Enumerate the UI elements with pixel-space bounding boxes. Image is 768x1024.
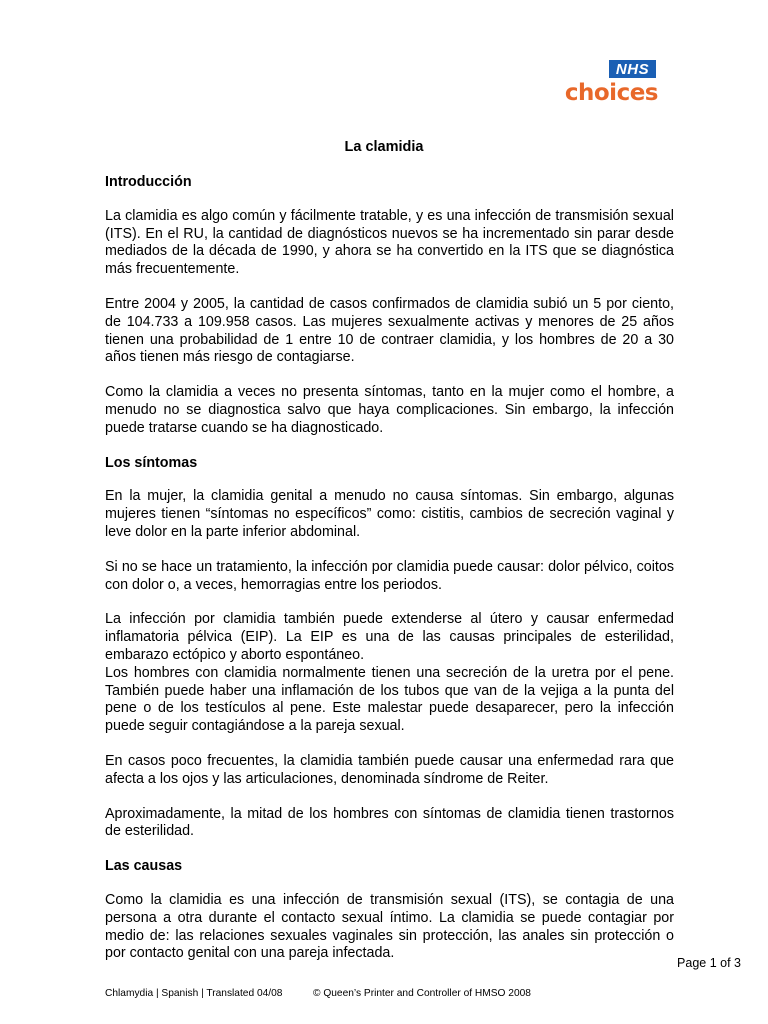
nhs-choices-logo — [548, 58, 668, 116]
paragraph: Si no se hace un tratamiento, la infección por clamidia puede causar: dolor pélvico, coitos con dolor o, a veces, hemorragias entre los periodos. — [105, 558, 674, 593]
footer-document-info: Chlamydia | Spanish | Translated 04/08 — [105, 988, 283, 999]
paragraph: En la mujer, la clamidia genital a menudo no causa síntomas. Sin embargo, algunas mujeres tienen “síntomas no específicos” como: cistitis, cambios de secreción vaginal y leve dolor en la parte inferior abdominal. — [105, 488, 674, 540]
nhs-logo-text: NHS — [615, 60, 650, 78]
page-number: Page 1 of 3 — [677, 956, 741, 970]
paragraph: Los hombres con clamidia normalmente tienen una secreción de la uretra por el pene. También puede haber una inflamación de los tubos que van de la vejiga a la punta del pene o de los testículos al pene. Este malestar puede desaparecer, pero la infección puede seguir contagiándose a la pareja sexual. — [105, 664, 674, 735]
paragraph: Como la clamidia a veces no presenta síntomas, tanto en la mujer como el hombre, a menudo no se diagnostica salvo que haya complicaciones. Sin embargo, la infección puede tratarse cuando se ha diagnosticado. — [105, 384, 674, 436]
section-heading-causes: Las causas — [105, 858, 183, 875]
paragraph: Entre 2004 y 2005, la cantidad de casos confirmados de clamidia subió un 5 por ciento, de 104.733 a 109.958 casos. Las mujeres sexualmente activas y menores de 25 años tienen una probabilidad de 1 entre 10 de contraer clamidia, y los hombres de 20 a 30 años tienen más riesgo de contagiarse. — [105, 295, 674, 366]
paragraph: Como la clamidia es una infección de transmisión sexual (ITS), se contagia de una persona a otra durante el contacto sexual íntimo. La clamidia se puede contagiar por medio de: las relaciones sexuales vaginales sin protección, las anales sin protección o por contacto genital con una pareja infectada. — [105, 891, 674, 962]
paragraph: La clamidia es algo común y fácilmente tratable, y es una infección de transmisión sexual (ITS). En el RU, la cantidad de diagnósticos nuevos se ha incrementado sin parar desde mediados de la década de 1990, y ahora se ha convertido en la ITS que se diagnóstica más frecuentemente. — [105, 207, 674, 278]
document-title: La clamidia — [344, 139, 424, 155]
section-heading-intro: Introducción — [105, 174, 192, 190]
choices-logo-text: choices — [564, 80, 658, 106]
paragraph: En casos poco frecuentes, la clamidia también puede causar una enfermedad rara que afecta a los ojos y las articulaciones, denominada síndrome de Reiter. — [105, 752, 674, 787]
section-heading-symptoms: Los síntomas — [105, 454, 198, 471]
document-body — [105, 174, 674, 980]
footer-copyright: © Queen’s Printer and Controller of HMSO 2008 — [313, 988, 531, 999]
paragraph: La infección por clamidia también puede extenderse al útero y causar enfermedad inflamatoria pélvica (EIP). La EIP es una de las causas principales de esterilidad, embarazo ectópico y aborto espontáneo. — [105, 611, 674, 663]
paragraph: Aproximadamente, la mitad de los hombres con síntomas de clamidia tienen trastornos de esterilidad. — [105, 805, 674, 840]
nhs-logo-box — [609, 60, 656, 78]
